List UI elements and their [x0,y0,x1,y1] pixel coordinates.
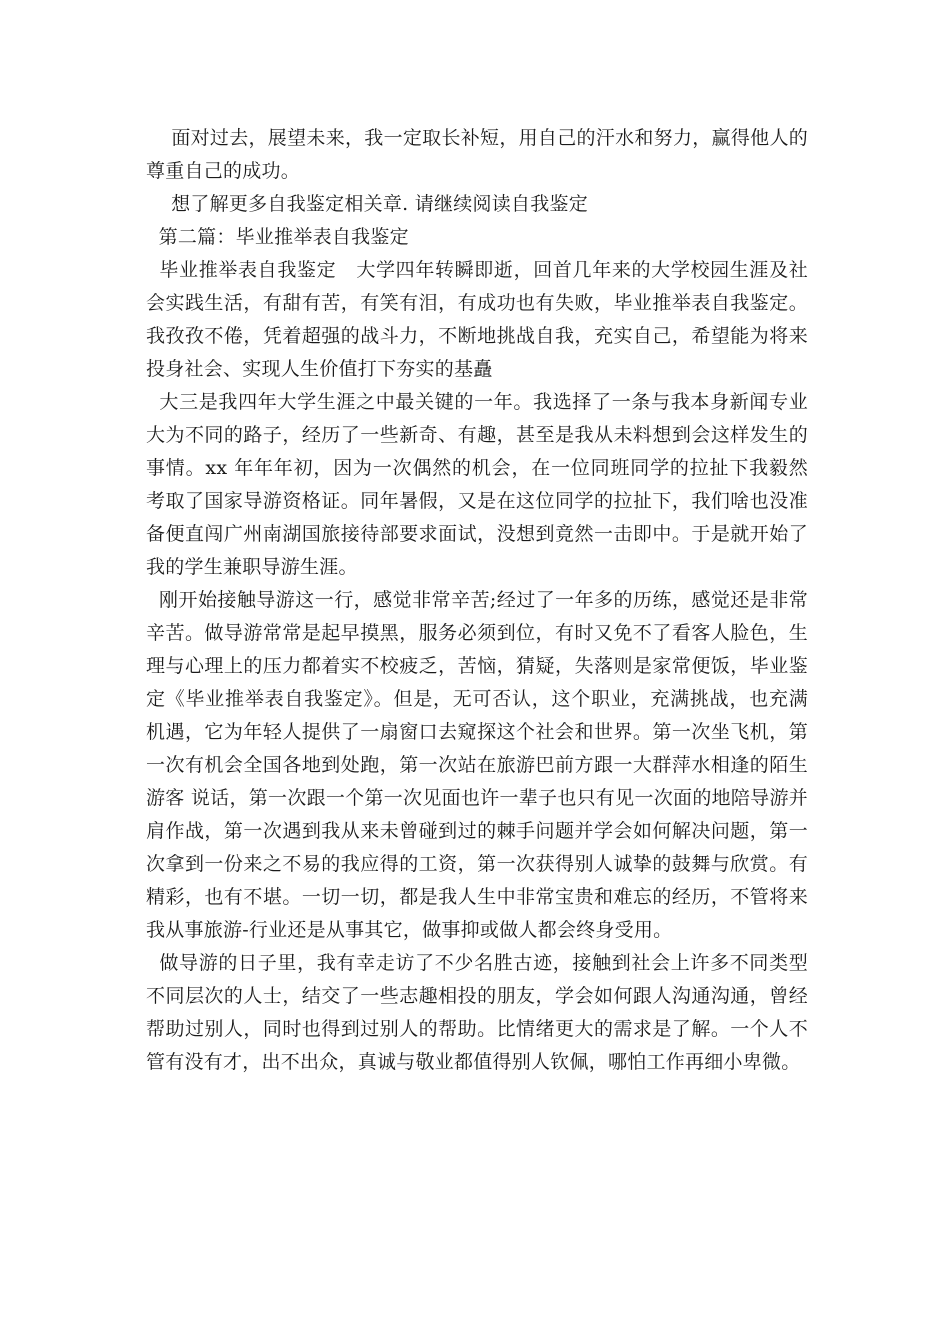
document-body [146,122,808,1079]
paragraph-tour-guide-days: 做导游的日子里，我有幸走访了不少名胜古迹，接触到社会上许多不同类型不同层次的人士，结交了一些志趣相投的朋友，学会如何跟人沟通沟通，曾经帮助过别人，同时也得到过别人的帮助。比情绪更大的需求是了解。一个人不管有没有才，出不出众，真诚与敬业都值得别人钦佩，哪怕工作再细小卑微。 [146,952,808,1073]
section-heading: 第二篇：毕业推举表自我鉴定 [146,226,409,248]
paragraph-intro: 毕业推举表自我鉴定 大学四年转瞬即逝，回首几年来的大学校园生涯及社会实践生活，有甜有苦，有笑有泪，有成功也有失败，毕业推举表自我鉴定。我孜孜不倦，凭着超强的战斗力，不断地挑战自我，充实自己，希望能为将来投身社会、实现人生价值打下夯实的基矗 [146,259,808,380]
paragraph-read-more: 想了解更多自我鉴定相关章. 请继续阅读自我鉴定 [146,193,589,215]
paragraph-closing: 面对过去，展望未来，我一定取长补短，用自己的汗水和努力，赢得他人的尊重自己的成功。 [146,127,808,182]
paragraph-junior-year: 大三是我四年大学生涯之中最关键的一年。我选择了一条与我本身新闻专业大为不同的路子，经历了一些新奇、有趣，甚至是我从未料想到会这样发生的事情。xx 年年年初，因为一次偶然的机会，在一位同班同学的拉扯下我毅然考取了国家导游资格证。同年暑假，又是在这位同学的拉扯下，我们啥也没准备便直闯广州南湖国旅接待部要求面试，没想到竟然一击即中。于是就开始了我的学生兼职导游生涯。 [146,391,808,578]
paragraph-tour-guide-experience: 刚开始接触导游这一行，感觉非常辛苦;经过了一年多的历练，感觉还是非常辛苦。做导游常常是起早摸黑，服务必须到位，有时又免不了看客人脸色，生理与心理上的压力都着实不校疲乏，苦恼，猜疑，失落则是家常便饭，毕业鉴定《毕业推举表自我鉴定》。但是，无可否认，这个职业，充满挑战，也充满机遇，它为年轻人提供了一扇窗口去窥探这个社会和世界。第一次坐飞机，第一次有机会全国各地到处跑，第一次站在旅游巴前方跟一大群萍水相逢的陌生游客 说话，第一次跟一个第一次见面也许一辈子也只有见一次面的地陪导游并肩作战，第一次遇到我从来未曾碰到过的棘手问题并学会如何解决问题，第一次拿到一份来之不易的我应得的工资，第一次获得别人诚挚的鼓舞与欣赏。有精彩，也有不堪。一切一切，都是我人生中非常宝贵和难忘的经历，不管将来我从事旅游-行业还是从事其它，做事抑或做人都会终身受用。 [146,589,808,941]
